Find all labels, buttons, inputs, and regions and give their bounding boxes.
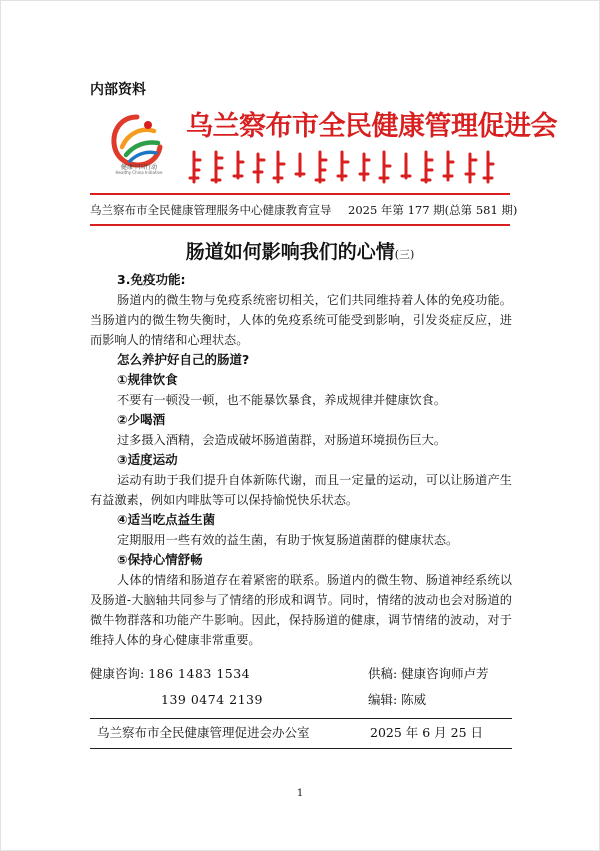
credits-block [368,661,489,713]
mongolian-script-title [186,148,496,190]
paragraph: 过多摄入酒精，会造成破坏肠道菌群，对肠道环境损伤巨大。 [117,433,447,447]
footer-rule-top [90,718,512,719]
page-number: 1 [296,788,304,799]
tip-heading: ④适当吃点益生菌 [117,512,216,527]
paragraph: 肠道内的微生物与免疫系统密切相关，它们共同维持着人体的免疫功能。当肠道内的微生物失衡时，人体的免疫系统可能受到影响，引发炎症反应，进而影响人的情绪和心理状态。 [90,293,512,347]
article-body [90,270,512,650]
internal-label: 内部资料 [90,82,146,98]
article-title-text: 肠道如何影响我们的心情 [185,241,395,263]
logo-caption: 健康中国行动 [120,164,157,171]
issue-number: 2025 年第 177 期(总第 581 期) [348,203,518,217]
section-heading: 怎么养护好自己的肠道? [117,352,250,367]
header-rule-bottom [90,224,510,226]
contact-block [90,661,263,713]
logo-subcaption: Healthy China Initiative [115,170,163,175]
tip-heading: ⑤保持心情舒畅 [117,552,203,567]
contributor: 供稿: 健康咨询师卢芳 [368,666,489,681]
paragraph: 人体的情绪和肠道存在着紧密的联系。肠道内的微生物、肠道神经系统以及肠道-大脑轴共同参与了情绪的形成和调节。同时，情绪的波动也会对肠道的微牛物群落和功能产牛影响。因此，保持肠道的健康，调节情绪的波动，对于维持人体的身心健康非常重要。 [90,573,512,647]
paragraph: 不要有一顿没一顿，也不能暴饮暴食，养成规律并健康饮食。 [117,393,447,407]
article-title-suffix: (三) [394,248,415,261]
paragraph: 定期服用一些有效的益生菌，有助于恢复肠道菌群的健康状态。 [117,533,459,547]
footer-date: 2025 年 6 月 25 日 [370,725,484,740]
article-title [0,237,600,264]
contact-label: 健康咨询: [90,666,145,681]
contact-row-1 [90,661,263,687]
paragraph: 运动有助于我们提升自体新陈代谢，而且一定量的运动，可以让肠道产生有益激素，例如内啡肽等可以保持愉悦快乐状态。 [90,473,512,507]
contact-phone-2: 139 0474 2139 [161,692,263,707]
section-heading: 3.免疫功能: [117,272,186,287]
tip-heading: ②少喝酒 [117,412,166,427]
footer-org: 乌兰察布市全民健康管理促进会办公室 [97,725,310,740]
org-title: 乌兰察布市全民健康管理促进会 [186,111,557,142]
tip-heading: ③适度运动 [117,452,178,467]
issue-publisher: 乌兰察布市全民健康管理服务中心健康教育宣导 [90,203,332,217]
contact-phone-1: 186 1483 1534 [148,666,251,681]
footer-rule-bottom [90,748,512,749]
tip-heading: ①规律饮食 [117,372,178,387]
contact-row-2 [90,687,263,713]
editor: 编辑: 陈威 [368,692,427,707]
header-rule-top [90,193,510,195]
